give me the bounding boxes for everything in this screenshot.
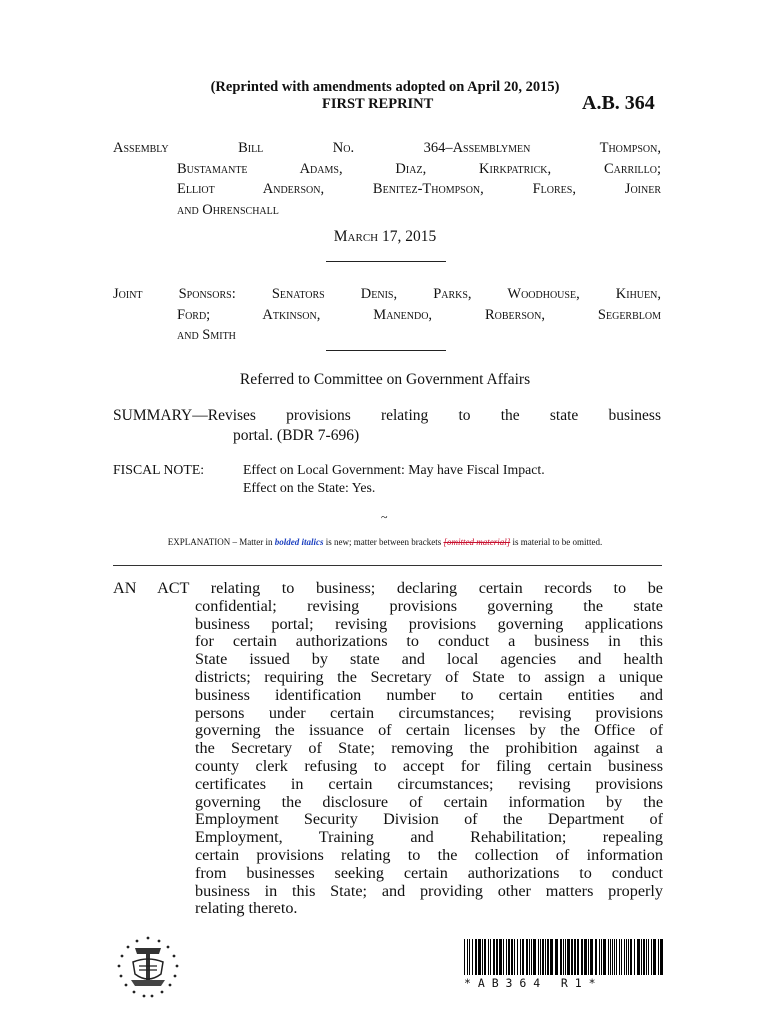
bill-authors-line: Bustamante Adams, Diaz, Kirkpatrick, Carrillo; (177, 160, 661, 177)
barcode-bar (531, 939, 532, 975)
barcode-bar (545, 939, 546, 975)
bill-authors (113, 138, 661, 220)
barcode-bar (478, 939, 481, 975)
act-line: county clerk refusing to accept for filing certain business (195, 756, 663, 775)
barcode-bar (637, 939, 640, 975)
act-line: certain provisions relating to the collection of information (195, 845, 663, 864)
barcode-bar (506, 939, 507, 975)
barcode-bar (475, 939, 477, 975)
barcode-bar (614, 939, 615, 975)
reprint-note: (Reprinted with amendments adopted on April 20, 2015) (210, 79, 560, 95)
bill-date: March 17, 2015 (333, 228, 437, 245)
sponsors-line: and Smith (177, 327, 236, 343)
barcode-bar (571, 939, 573, 975)
fiscal-note-label: FISCAL NOTE: (113, 462, 205, 477)
explanation-omitted: [omitted material] (443, 537, 511, 547)
explanation-bolded: bolded italics (274, 537, 324, 547)
barcode-bar (565, 939, 566, 975)
barcode-bar (472, 939, 473, 975)
barcode-bar (560, 939, 562, 975)
barcode-bar (608, 939, 609, 975)
barcode-bar (526, 939, 528, 975)
barcode-bar (648, 939, 649, 975)
act-line: Employment, Training and Rehabilitation; repealing (195, 828, 663, 847)
summary (113, 406, 661, 446)
barcode-bar (488, 939, 489, 975)
barcode-bar (603, 939, 606, 975)
bill-authors-line: and Ohrenschall (177, 201, 279, 218)
barcode-bar (563, 939, 564, 975)
barcode-bar (624, 939, 625, 975)
nevada-seal-icon (113, 934, 183, 1000)
barcode-text: * A B 3 6 4 R 1 * (464, 976, 596, 990)
act-line: Employment Security Division of the Department of (195, 810, 663, 829)
barcode-bar (599, 939, 600, 975)
barcode-bar (511, 939, 513, 975)
barcode-bar (533, 939, 536, 975)
barcode-bar (490, 939, 491, 975)
act-line: for certain authorizations to conduct a business in this (195, 632, 663, 651)
barcode-bar (616, 939, 617, 975)
barcode-bar (646, 939, 647, 975)
fiscal-note (113, 461, 673, 497)
summary-line: portal. (BDR 7-696) (233, 427, 360, 444)
barcode-bar (514, 939, 515, 975)
barcode-bar (621, 939, 622, 975)
barcode-bar (658, 939, 659, 975)
barcode-bar (574, 939, 576, 975)
barcode-bar (590, 939, 593, 975)
act-line: AN ACT relating to business; declaring certain records to be (113, 579, 663, 597)
barcode-bar (538, 939, 539, 975)
act-line: persons under certain circumstances; revising provisions (195, 703, 663, 722)
barcode (464, 939, 664, 975)
explanation-suffix: is material to be omitted. (510, 537, 603, 547)
barcode-bar (612, 939, 613, 975)
barcode-bar (547, 939, 549, 975)
barcode-bar (581, 939, 583, 975)
barcode-bar (601, 939, 602, 975)
barcode-bar (653, 939, 656, 975)
barcode-bar (520, 939, 521, 975)
summary-line: SUMMARY—Revises provisions relating to the state business (113, 407, 661, 424)
barcode-bar (540, 939, 541, 975)
barcode-bar (595, 939, 597, 975)
barcode-bar (555, 939, 558, 975)
explanation-rule (113, 565, 662, 566)
act-line: districts; requiring the Secretary of State to assign a unique (195, 667, 663, 686)
barcode-bar (660, 939, 663, 975)
barcode-bar (464, 939, 465, 975)
barcode-bar (503, 939, 504, 975)
barcode-bar (517, 939, 518, 975)
barcode-bar (493, 939, 495, 975)
act-line: from businesses seeking certain authorizations to conduct (195, 863, 663, 882)
barcode-bar (550, 939, 553, 975)
explanation (0, 537, 770, 547)
bill-authors-line: Assembly Bill No. 364–Assemblymen Thompson, (113, 140, 661, 156)
barcode-bar (469, 939, 470, 975)
act-line: relating thereto. (195, 899, 298, 918)
barcode-bar (630, 939, 632, 975)
act-line: the Secretary of State; removing the prohibition against a (195, 739, 663, 758)
barcode-bar (588, 939, 589, 975)
tilde-separator: ~ (381, 510, 388, 524)
act-line: business portal; revising provisions governing applications (195, 614, 663, 633)
barcode-bar (467, 939, 468, 975)
joint-sponsors (113, 284, 661, 346)
explanation-prefix: EXPLANATION – Matter in (167, 537, 275, 547)
barcode-bar (508, 939, 510, 975)
barcode-bar (628, 939, 629, 975)
act-line: governing the disclosure of certain information by the (195, 792, 663, 811)
first-reprint-label: FIRST REPRINT (322, 96, 434, 112)
act-line: governing the issuance of certain licenses by the Office of (195, 721, 663, 740)
act-line: business identification number to certain entities and (195, 685, 663, 704)
barcode-bar (641, 939, 642, 975)
barcode-bar (584, 939, 587, 975)
barcode-bar (529, 939, 530, 975)
bill-number: A.B. 364 (582, 92, 655, 114)
divider (326, 350, 446, 351)
barcode-bar (643, 939, 645, 975)
act-text (113, 580, 663, 918)
fiscal-state: Effect on the State: Yes. (243, 480, 376, 495)
barcode-bar (542, 939, 544, 975)
bill-authors-line: Elliot Anderson, Benitez-Thompson, Flores, Joiner (177, 181, 661, 197)
referred-to-committee: Referred to Committee on Government Affairs (239, 371, 531, 388)
barcode-bar (482, 939, 483, 975)
barcode-bar (499, 939, 502, 975)
barcode-bar (634, 939, 635, 975)
barcode-bar (522, 939, 524, 975)
barcode-bar (496, 939, 498, 975)
barcode-bar (567, 939, 570, 975)
sponsors-line: Ford; Atkinson, Manendo, Roberson, Segerblom (177, 306, 661, 323)
act-line: certificates in certain circumstances; revising provisions (195, 774, 663, 793)
barcode-bar (484, 939, 486, 975)
act-line: State issued by state and local agencies and health (195, 650, 663, 669)
divider (326, 261, 446, 262)
barcode-bar (610, 939, 611, 975)
sponsors-line: Joint Sponsors: Senators Denis, Parks, Woodhouse, Kihuen, (113, 286, 661, 302)
explanation-middle: is new; matter between brackets (323, 537, 444, 547)
fiscal-local: Effect on Local Government: May have Fiscal Impact. (243, 462, 545, 477)
act-line: confidential; revising provisions governing the state (195, 596, 663, 615)
barcode-bar (626, 939, 627, 975)
act-line: business in this State; and providing other matters properly (195, 881, 663, 900)
barcode-bar (619, 939, 620, 975)
barcode-bar (577, 939, 579, 975)
barcode-bar (651, 939, 652, 975)
